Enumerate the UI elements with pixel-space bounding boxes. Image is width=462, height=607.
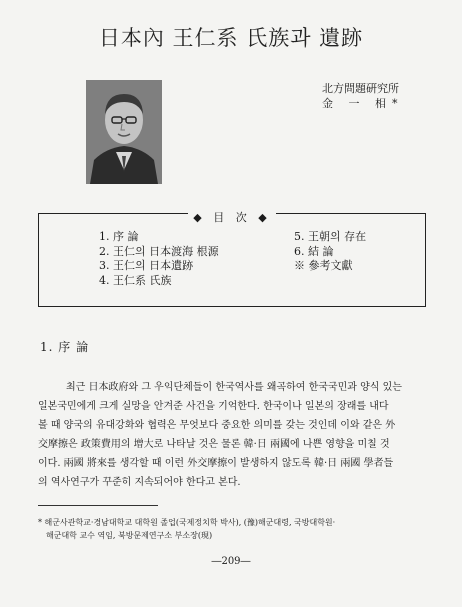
toc-item: 4. 王仁系 氏族	[99, 273, 172, 287]
toc-item: 1. 序 論	[99, 230, 139, 243]
author-name: 金 一 相*	[322, 97, 404, 110]
footnote-line: * 해군사관학교·경남대학교 대학원 졸업(국제정치학 박사), (豫)해군대령, 국방대학원·	[38, 518, 336, 527]
paragraph-line: 일본국민에게 크게 실망을 안겨준 사건을 기억한다. 한국이나 일본의 장래를 내다	[38, 401, 389, 412]
paragraph-line	[38, 378, 430, 397]
body-paragraph	[38, 378, 430, 492]
paragraph-line-text: 최근 日本政府와 그 우익단체들이 한국역사를 왜곡하여 한국국민과 양식 있는	[66, 382, 402, 393]
toc-item: 6. 結 論	[294, 244, 334, 258]
author-photo	[86, 80, 162, 184]
paragraph-line: 이다. 兩國 將來를 생각할 때 이런 外交摩擦이 발생하지 않도록 韓·日 兩國 學者들	[38, 458, 394, 469]
author-institute: 北方問題硏究所	[322, 82, 399, 95]
toc-item: 3. 王仁의 日本遺跡	[99, 259, 194, 272]
paragraph-line: 交摩擦은 政策費用의 增大로 나타날 것은 물론 韓·日 兩國에 나쁜 영향을 미칠 것	[38, 439, 390, 450]
table-of-contents	[38, 213, 426, 307]
toc-item: ※ 參考文獻	[294, 259, 353, 272]
paragraph-line: 볼 때 양국의 유대강화와 협력은 무엇보다 중요한 의미를 갖는 것인데 이와 같은 外	[38, 420, 396, 431]
section-heading: 1. 序 論	[40, 340, 90, 354]
paragraph-line: 의 역사연구가 꾸준히 지속되어야 한다고 본다.	[38, 477, 241, 488]
toc-heading-wrap	[39, 206, 425, 225]
toc-heading: ◆ 目 次 ◆	[188, 211, 275, 224]
toc-item: 5. 王朝의 存在	[294, 230, 367, 243]
footnote	[38, 516, 438, 542]
footnote-line: 해군대학 교수 역임, 북방문제연구소 부소장(現)	[46, 531, 213, 540]
toc-left-column	[99, 230, 219, 288]
paper-title: 日本內 王仁系 氏族과 遺跡	[98, 26, 364, 50]
toc-item: 2. 王仁의 日本渡海 根源	[99, 244, 219, 258]
page-number: ―209―	[211, 556, 251, 567]
footnote-divider	[38, 505, 158, 506]
toc-right-column	[294, 230, 366, 274]
portrait-image	[86, 80, 162, 184]
